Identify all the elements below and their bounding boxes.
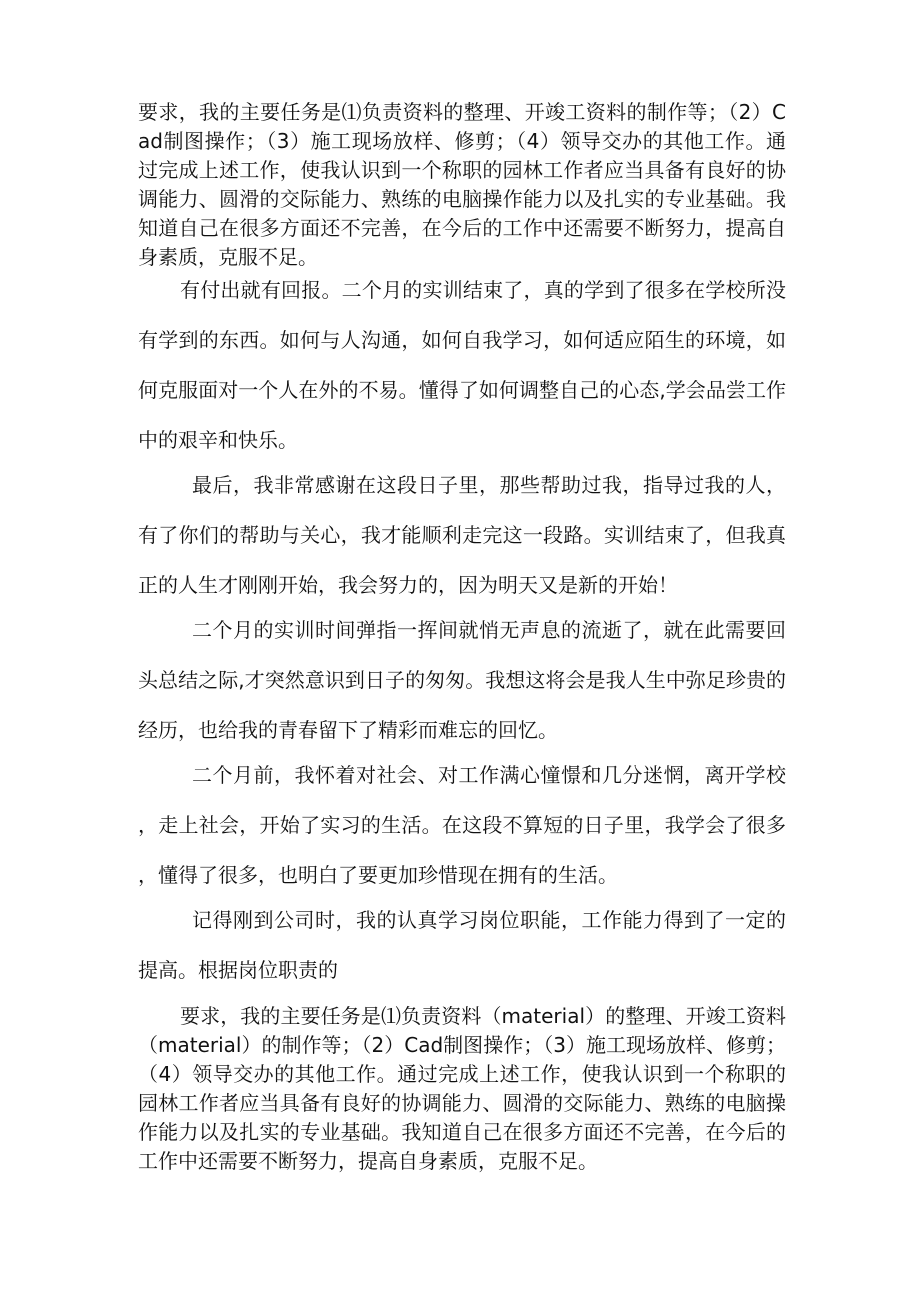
paragraph-two-months-ago: 二个月前，我怀着对社会、对工作满心憧憬和几分迷惘，离开学校，走上社会，开始了实习的生活。在这段不算短的日子里，我学会了很多，懂得了很多，也明白了要更加珍惜现在拥有的生活。 (138, 763, 786, 887)
paragraph-responsibilities-1: 要求，我的主要任务是⑴负责资料的整理、开竣工资料的制作等；（2）Cad制图操作；（3）施工现场放样、修剪；（4）领导交办的其他工作。通过完成上述工作，使我认识到一个称职的园林工作者应当具备有良好的协调能力、圆滑的交际能力、熟练的电脑操作能力以及扎实的专业基础。我知道自己在很多方面还不完善，在今后的工作中还需要不断努力，提高自身素质，克服不足。 (138, 100, 786, 269)
paragraph-rewards: 有付出就有回报。二个月的实训结束了，真的学到了很多在学校所没有学到的东西。如何与人沟通，如何自我学习，如何适应陌生的环境，如何克服面对一个人在外的不易。懂得了如何调整自己的心态,学会品尝工作中的艰辛和快乐。 (138, 278, 786, 452)
paragraph-thanks: 最后，我非常感谢在这段日子里，那些帮助过我，指导过我的人，有了你们的帮助与关心，我才能顺利走完这一段路。实训结束了，但我真正的人生才刚刚开始，我会努力的，因为明天又是新的开始！ (138, 473, 786, 597)
paragraph-reflection: 二个月的实训时间弹指一挥间就悄无声息的流逝了，就在此需要回头总结之际,才突然意识到日子的匆匆。我想这将会是我人生中弥足珍贵的经历，也给我的青春留下了精彩而难忘的回忆。 (138, 618, 786, 742)
paragraph-joining-company: 记得刚到公司时，我的认真学习岗位职能，工作能力得到了一定的提高。根据岗位职责的 (138, 908, 786, 982)
paragraph-responsibilities-2: 要求，我的主要任务是⑴负责资料（material）的整理、开竣工资料（material）的制作等；（2）Cad制图操作；（3）施工现场放样、修剪；（4）领导交办的其他工作。通过完成上述工作，使我认识到一个称职的园林工作者应当具备有良好的协调能力、圆滑的交际能力、熟练的电脑操作能力以及扎实的专业基础。我知道自己在很多方面还不完善，在今后的工作中还需要不断努力，提高自身素质，克服不足。 (138, 1004, 786, 1173)
